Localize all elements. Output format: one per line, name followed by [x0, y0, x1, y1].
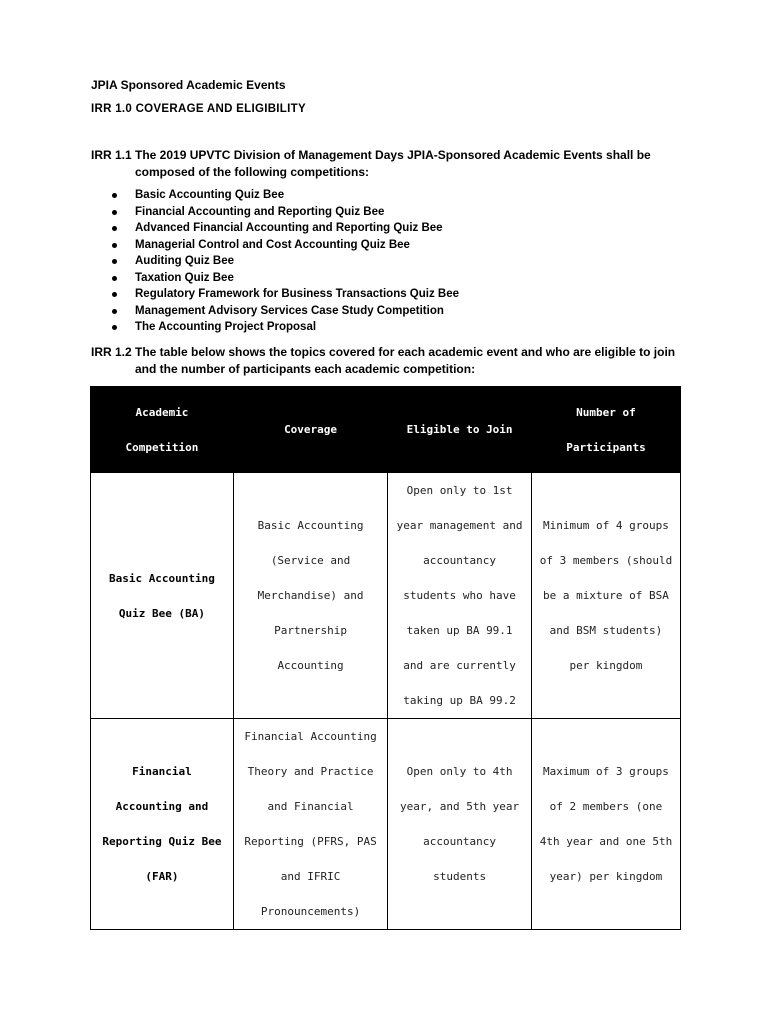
paragraph-number: IRR 1.1	[91, 148, 132, 162]
list-item	[91, 187, 459, 204]
list-item	[91, 220, 459, 237]
table-row	[91, 719, 681, 930]
cell-eligible: Open only to 4th year, and 5th year accountancy students	[388, 719, 532, 930]
list-item-label: Financial Accounting and Reporting Quiz Bee	[135, 205, 385, 218]
list-item-label: Basic Accounting Quiz Bee	[135, 189, 285, 201]
list-item-label: Regulatory Framework for Business Transactions Quiz Bee	[135, 288, 460, 300]
paragraph-irr-1-1	[91, 147, 681, 180]
list-item	[91, 253, 459, 270]
list-item-label: The Accounting Project Proposal	[135, 321, 317, 333]
cell-competition: Financial Accounting and Reporting Quiz Bee (FAR)	[91, 719, 234, 930]
bullet-icon	[112, 276, 117, 281]
bullet-icon	[112, 309, 117, 314]
bullet-icon	[112, 259, 117, 264]
document-title: JPIA Sponsored Academic Events	[91, 78, 286, 92]
cell-competition: Basic Accounting Quiz Bee (BA)	[91, 473, 234, 719]
list-item-label: Management Advisory Services Case Study Competition	[135, 304, 444, 317]
list-item	[91, 303, 459, 320]
cell-participants: Minimum of 4 groups of 3 members (should be a mixture of BSA and BSM students) per kingdom	[531, 473, 680, 719]
list-item-label: Taxation Quiz Bee	[135, 271, 234, 284]
cell-participants: Maximum of 3 groups of 2 members (one 4th year and one 5th year) per kingdom	[531, 719, 680, 930]
section-heading: IRR 1.0 COVERAGE AND ELIGIBILITY	[91, 103, 306, 115]
list-item-label: Managerial Control and Cost Accounting Quiz Bee	[135, 238, 410, 251]
cell-coverage: Basic Accounting (Service and Merchandise) and Partnership Accounting	[233, 473, 387, 719]
bullet-icon	[112, 325, 117, 330]
list-item-label: Advanced Financial Accounting and Reporting Quiz Bee	[135, 222, 443, 234]
bullet-icon	[112, 292, 117, 297]
header-number-of-participants: Number of Participants	[531, 387, 680, 473]
cell-coverage: Financial Accounting Theory and Practice and Financial Reporting (PFRS, PAS and IFRIC Pronouncements)	[233, 719, 387, 930]
events-table	[90, 386, 681, 930]
cell-eligible: Open only to 1st year management and accountancy students who have taken up BA 99.1 and are currently taking up BA 99.2	[388, 473, 532, 719]
list-item	[91, 204, 459, 221]
list-item-label: Auditing Quiz Bee	[135, 255, 235, 267]
bullet-icon	[112, 193, 117, 198]
list-item	[91, 237, 459, 254]
header-coverage: Coverage	[233, 387, 387, 473]
list-item	[91, 270, 459, 287]
competition-list	[91, 187, 459, 336]
paragraph-irr-1-2	[91, 344, 681, 377]
list-item	[91, 286, 459, 303]
bullet-icon	[112, 226, 117, 231]
paragraph-number: IRR 1.2	[91, 345, 132, 359]
header-academic-competition: Academic Competition	[91, 387, 234, 473]
bullet-icon	[112, 243, 117, 248]
table-header-row	[91, 387, 681, 473]
list-item	[91, 319, 459, 336]
header-eligible-to-join: Eligible to Join	[388, 387, 532, 473]
table-row	[91, 473, 681, 719]
bullet-icon	[112, 210, 117, 215]
paragraph-text: The table below shows the topics covered for each academic event and who are eligible to join and the number of participants each academic competition:	[135, 345, 676, 376]
paragraph-text: The 2019 UPVTC Division of Management Days JPIA-Sponsored Academic Events shall be composed of the following competitions:	[135, 148, 651, 179]
